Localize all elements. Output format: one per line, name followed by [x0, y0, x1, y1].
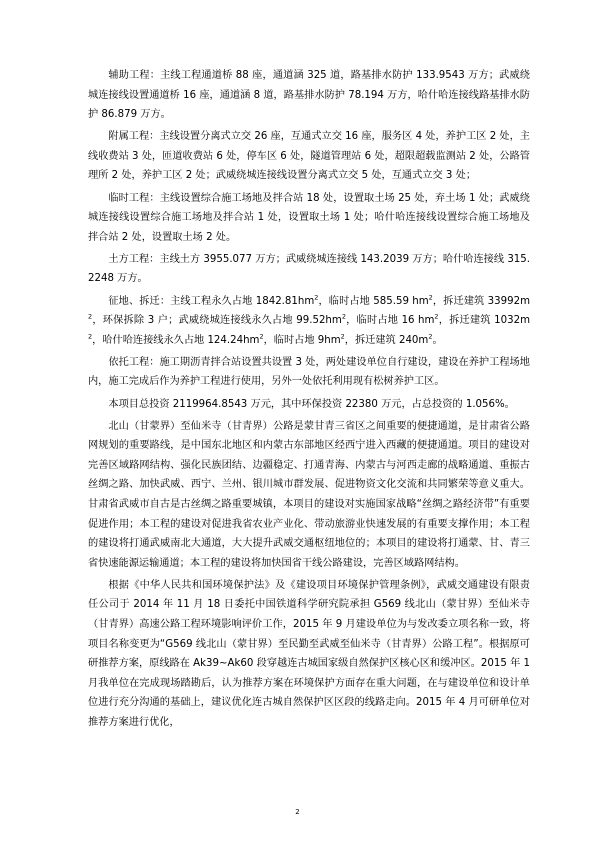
paragraph-temporary-works: 临时工程：主线设置综合施工场地及拌合站 18 处，设置取土场 25 处，弃土场 1 处；武威绕城连接线设置综合施工场地及拌合站 1 处，设置取土场 1 处；哈什哈连接线设置综合施工场地及拌合站 2 处，设置取土场 2 处。 [88, 192, 530, 243]
paragraph-total-investment: 本项目总投资 2119964.8543 万元，其中环保投资 22380 万元，占总投资的 1.056%。 [108, 398, 515, 410]
page-number: 2 [295, 808, 300, 816]
document-body [88, 66, 530, 735]
paragraph-supporting-works: 依托工程：施工期沥青拌合站设置共设置 3 处，两处建设单位自行建设，建设在养护工程场地内，施工完成后作为养护工程进行使用，另外一处依托利用现有松树养护工区。 [88, 356, 530, 388]
paragraph-ancillary-works: 附属工程：主线设置分离式立交 26 座，互通式立交 16 座，服务区 4 处，养护工区 2 处，主线收费站 3 处，匝道收费站 6 处，停车区 6 处，隧道管理站 6 处，超限超载监测站 2 处，公路管理所 2 处，养护工区 2 处；武威绕城连接线设置分离式立交 5 处，互通式立交 3 处； [88, 131, 530, 182]
paragraph-land-acquisition: 征地、拆迁：主线工程永久占地 $1842.81hm^2$，临时占地 585.59 $hm^2$，拆迁建筑 $33992m^2$，环保拆除 3 户；武威绕城连接线永久占地 $99.52hm^2$，临时占地 16 $hm^2$，拆迁建筑 $1032m^2$，哈什哈连接线永久占地 $124.24hm^2$，临时占地 $9hm^2$，拆迁建筑 $240m^2$。 [88, 293, 531, 346]
paragraph-earthworks: 土方工程：主线土方 3955.077 万方；武威绕城连接线 143.2039 万方；哈什哈连接线 315.2248 万方。 [88, 253, 530, 285]
paragraph-project-significance: 北山（甘蒙界）至仙米寺（甘青界）公路是蒙甘青三省区之间重要的便捷通道，是甘肃省公路网规划的重要路线，是中国东北地区和内蒙古东部地区经西宁进入西藏的便捷通道。项目的建设对完善区域路网结构、强化民族团结、边疆稳定、打通青海、内蒙古与河西走廊的战略通道、重振古丝绸之路、加快武威、西宁、兰州、银川城市群发展、促进物资文化交流和共同繁荣等意义重大。甘肃省武威市自古是古丝绸之路重要城镇，本项目的建设对实施国家战略“丝绸之路经济带”有重要促进作用；本工程的建设对促进我省农业产业化、带动旅游业快速发展的有重要支撑作用；本工程的建设将打通武威南北大通道，大大提升武威交通枢纽地位的；本项目的建设将打通蒙、甘、青三省快速能源运输通道；本工程的建设将加快国省干线公路建设，完善区域路网结构。 [88, 420, 530, 569]
paragraph-auxiliary-works: 辅助工程：主线工程通道桥 88 座，通道涵 325 道，路基排水防护 133.9543 万方；武威绕城连接线设置通道桥 16 座，通道涵 8 道，路基排水防护 78.194 万方，哈什哈连接线路基排水防护 86.879 万方。 [88, 70, 530, 121]
paragraph-eia-background: 根据《中华人民共和国环境保护法》及《建设项目环境保护管理条例》，武威交通建设有限责任公司于 2014 年 11 月 18 日委托中国铁道科学研究院承担 G569 线北山（蒙甘界）至仙米寺（甘青界）高速公路工程环境影响评价工作，2015 年 9 月建设单位为与发改委立项名称一致，将项目名称变更为“G569 线北山（蒙甘界）至民勤至武威至仙米寺（甘青界）公路工程”。根据原可研推荐方案，原线路在 Ak39~Ak60 段穿越连古城国家级自然保护区核心区和缓冲区。2015 年 1 月我单位在完成现场踏勘后，认为推荐方案在环境保护方面存在重大问题，在与建设单位和设计单位进行充分沟通的基础上，建议优化连古城自然保护区区段的线路走向。2015 年 4 月可研单位对推荐方案进行优化， [88, 579, 530, 728]
